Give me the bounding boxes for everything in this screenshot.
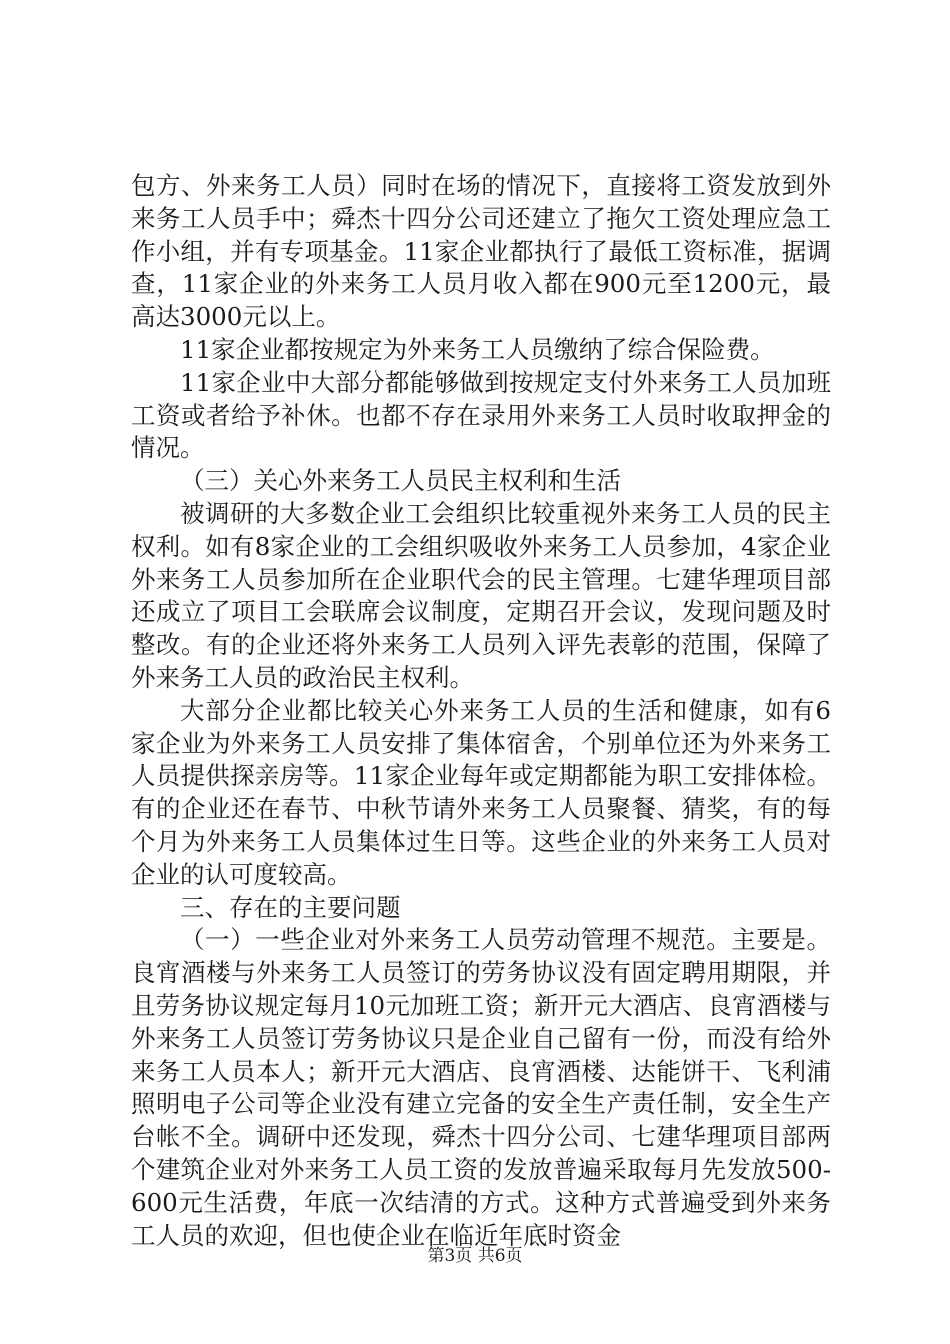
paragraph-living-health: 大部分企业都比较关心外来务工人员的生活和健康，如有6家企业为外来务工人员安排了集体宿舍，个别单位还为外来务工人员提供探亲房等。11家企业每年或定期都能为职工安排体检。有的企业还在春节、中秋节请外来务工人员聚餐、猜奖，有的每个月为外来务工人员集体过生日等。这些企业的外来务工人员对企业的认可度较高。 (131, 695, 831, 889)
paragraph-overtime-pay: 11家企业中大部分都能够做到按规定支付外来务工人员加班工资或者给予补休。也都不存在录用外来务工人员时收取押金的情况。 (131, 367, 831, 463)
document-body (131, 170, 831, 1252)
paragraph-continuation: 包方、外来务工人员）同时在场的情况下，直接将工资发放到外来务工人员手中；舜杰十四分公司还建立了拖欠工资处理应急工作小组，并有专项基金。11家企业都执行了最低工资标准，据调查，11家企业的外来务工人员月收入都在900元至1200元，最高达3000元以上。 (131, 171, 831, 332)
paragraph-insurance: 11家企业都按规定为外来务工人员缴纳了综合保险费。 (180, 334, 775, 364)
subheading-democratic-rights: （三）关心外来务工人员民主权利和生活 (180, 466, 621, 496)
section-heading-main-problems: 三、存在的主要问题 (180, 892, 401, 922)
paragraph-labor-management: （一）一些企业对外来务工人员劳动管理不规范。主要是。良宵酒楼与外来务工人员签订的劳务协议没有固定聘用期限，并且劳务协议规定每月10元加班工资；新开元大酒店、良宵酒楼与外来务工人员签订劳务协议只是企业自己留有一份，而没有给外来务工人员本人；新开元大酒店、良宵酒楼、达能饼干、飞利浦照明电子公司等企业没有建立完备的安全生产责任制，安全生产台帐不全。调研中还发现，舜杰十四分公司、七建华理项目部两个建筑企业对外来务工人员工资的发放普遍采取每月先发放500-600元生活费，年底一次结清的方式。这种方式普遍受到外来务工人员的欢迎，但也使企业在临近年底时资金 (131, 925, 831, 1250)
paragraph-democratic-rights: 被调研的大多数企业工会组织比较重视外来务工人员的民主权利。如有8家企业的工会组织吸收外来务工人员参加，4家企业外来务工人员参加所在企业职代会的民主管理。七建华理项目部还成立了项目工会联席会议制度，定期召开会议，发现问题及时整改。有的企业还将外来务工人员列入评先表彰的范围，保障了外来务工人员的政治民主权利。 (131, 498, 831, 692)
page-footer: 第3页 共6页 (427, 1246, 523, 1266)
